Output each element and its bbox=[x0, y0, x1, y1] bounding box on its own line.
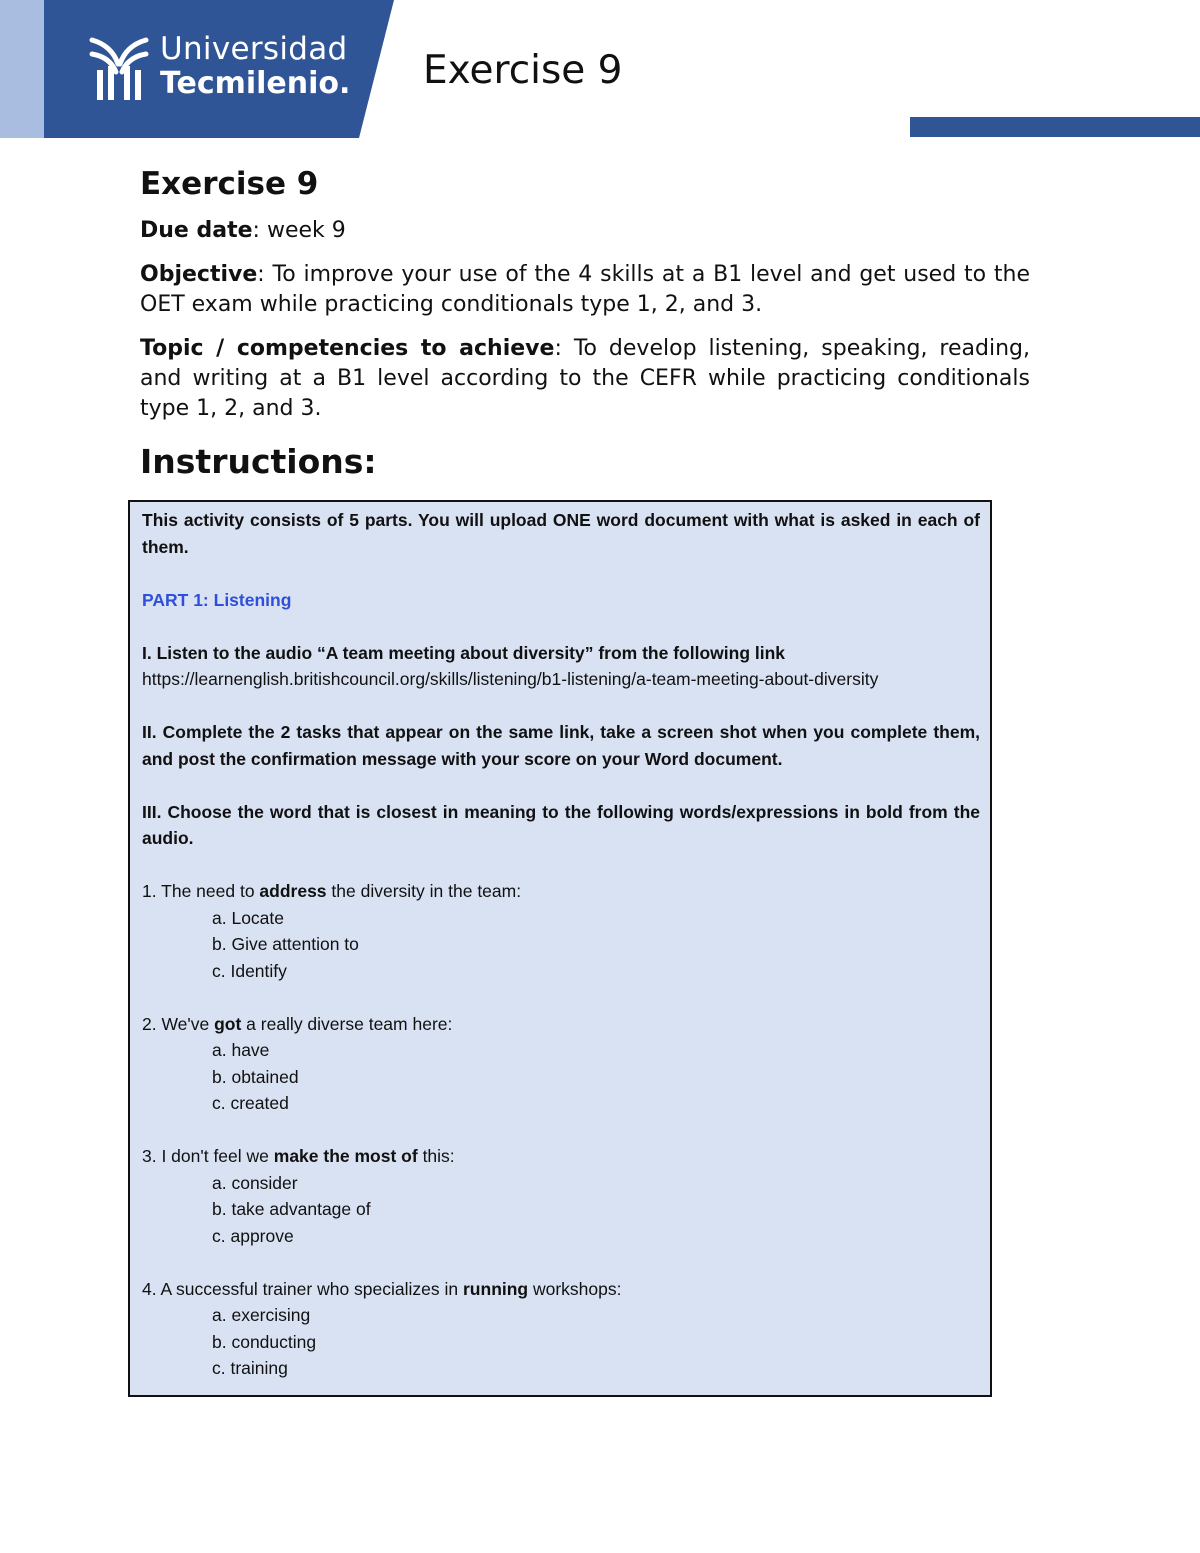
instructions-box bbox=[128, 500, 992, 1397]
instructions-heading: Instructions: bbox=[140, 442, 377, 481]
due-date bbox=[140, 216, 1030, 246]
question-2-option-c: c. created bbox=[212, 1093, 289, 1113]
due-date-value: : week 9 bbox=[252, 218, 346, 243]
logo-line-2: Tecmilenio. bbox=[160, 65, 351, 101]
tecmilenio-logo-icon bbox=[88, 30, 150, 102]
topic-text: : To develop listening, speaking, reading, and writing at a B1 level according to the CEFR while practicing conditionals type 1, 2, and 3. bbox=[140, 336, 1030, 421]
question-3-option-c: c. approve bbox=[212, 1225, 294, 1246]
question-4: 4. A successful trainer who specializes in running workshops: bbox=[142, 1278, 622, 1299]
header-bar bbox=[910, 117, 1200, 137]
step-3: III. Choose the word that is closest in meaning to the following words/expressions in bold from the audio. bbox=[142, 801, 980, 848]
question-2-option-a: a. have bbox=[212, 1040, 270, 1060]
logo-line-1: Universidad bbox=[160, 30, 348, 67]
part-1-heading: PART 1: Listening bbox=[142, 589, 292, 610]
topic bbox=[140, 334, 1030, 424]
header-title: Exercise 9 bbox=[423, 48, 623, 93]
step-1: I. Listen to the audio “A team meeting about diversity” from the following link bbox=[142, 642, 786, 663]
objective bbox=[140, 260, 1030, 320]
due-date-label: Due date bbox=[140, 218, 253, 243]
topic-label: Topic / competencies to achieve bbox=[140, 336, 555, 361]
question-4-option-b: b. conducting bbox=[212, 1331, 317, 1352]
question-3-option-a: a. consider bbox=[212, 1172, 298, 1193]
question-4-option-a: a. exercising bbox=[212, 1305, 311, 1325]
step-2: II. Complete the 2 tasks that appear on the same link, take a screen shot when you complete them, and post the confirmation message with your score on your Word document. bbox=[142, 722, 980, 769]
box-intro: This activity consists of 5 parts. You will upload ONE word document with what is asked in each of them. bbox=[142, 510, 980, 557]
listening-link[interactable]: https://learnenglish.britishcouncil.org/skills/listening/b1-listening/a-team-meeting-about-diversity bbox=[142, 669, 879, 689]
question-1-option-b: b. Give attention to bbox=[212, 934, 359, 954]
question-2-option-b: b. obtained bbox=[212, 1066, 299, 1087]
question-1-option-a: a. Locate bbox=[212, 907, 284, 928]
question-1-option-c: c. Identify bbox=[212, 960, 287, 981]
objective-label: Objective bbox=[140, 262, 258, 287]
question-1: 1. The need to address the diversity in the team: bbox=[142, 881, 522, 901]
question-3: 3. I don't feel we make the most of this: bbox=[142, 1146, 455, 1166]
question-2: 2. We've got a really diverse team here: bbox=[142, 1013, 453, 1034]
document-body bbox=[140, 166, 1030, 481]
question-4-option-c: c. training bbox=[212, 1358, 288, 1378]
exercise-heading: Exercise 9 bbox=[140, 166, 319, 202]
university-logo bbox=[88, 30, 350, 102]
question-3-option-b: b. take advantage of bbox=[212, 1199, 371, 1219]
objective-text: : To improve your use of the 4 skills at a B1 level and get used to the OET exam while practicing conditionals type 1, 2, and 3. bbox=[140, 262, 1030, 317]
